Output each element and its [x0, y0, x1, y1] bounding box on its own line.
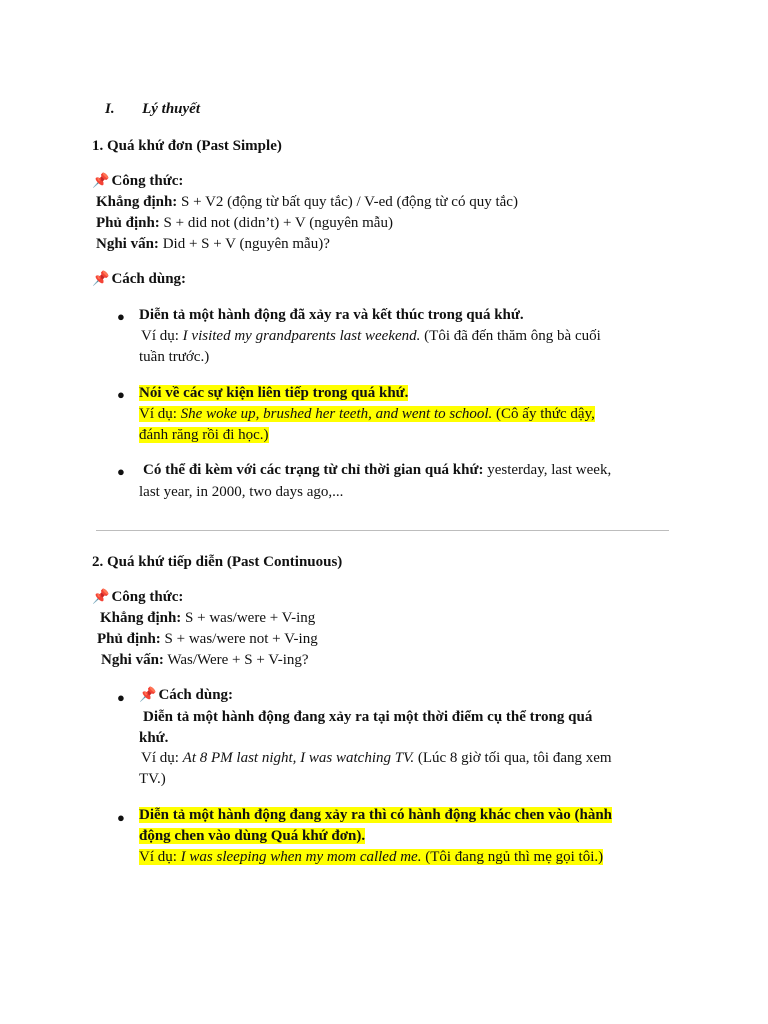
s2-usage1-example-cont: TV.): [139, 771, 166, 787]
s1-usage3: [143, 462, 611, 479]
negative-text: S + did not (didn’t) + V (nguyên mẫu): [163, 215, 393, 231]
s2-usage2-title: [139, 807, 612, 824]
example-english: At 8 PM last night, I was watching TV.: [182, 750, 415, 766]
usage-label: Cách dùng:: [111, 271, 187, 287]
example-vietnamese: (Cô ấy thức dậy,: [496, 406, 595, 422]
s1-usage3-cont: last year, in 2000, two days ago,...: [139, 484, 344, 500]
heading-title: Lý thuyết: [142, 101, 200, 117]
bullet-dot-icon: ●: [117, 810, 125, 825]
section1-formula-heading: [92, 173, 183, 190]
s2-usage-heading: [139, 687, 233, 704]
affirmative-label: Khẳng định:: [100, 610, 182, 626]
highlighted-text: Nói về các sự kiện liên tiếp trong quá khứ.: [139, 385, 409, 401]
bullet-dot-icon: ●: [117, 690, 125, 705]
s1-usage2-example-cont: [139, 427, 269, 444]
highlighted-text: Diễn tả một hành động đang xảy ra thì có hành động khác chen vào (hành: [139, 807, 613, 823]
pushpin-icon: 📌: [92, 271, 110, 287]
section2-title: 2. Quá khứ tiếp diễn (Past Continuous): [92, 554, 343, 570]
s2-usage1-title: Diễn tả một hành động đang xảy ra tại một thời điểm cụ thể trong quá: [143, 709, 593, 725]
formula-label: Công thức:: [111, 173, 184, 189]
negative-label: Phủ định:: [97, 631, 161, 647]
s1-usage1-example: [141, 328, 601, 345]
bullet-dot-icon: ●: [117, 309, 125, 324]
s1-usage1-title: Diễn tả một hành động đã xảy ra và kết thúc trong quá khứ.: [139, 307, 524, 323]
s1-usage1-example-cont: tuần trước.): [139, 349, 210, 365]
section1-question: [96, 236, 330, 253]
formula-label: Công thức:: [111, 589, 184, 605]
pushpin-icon: 📌: [139, 687, 157, 703]
example-english: I was sleeping when my mom called me.: [180, 849, 422, 865]
section1-negative: [96, 215, 393, 232]
affirmative-label: Khẳng định:: [96, 194, 178, 210]
example-vietnamese: (Tôi đã đến thăm ông bà cuối: [424, 328, 601, 344]
pushpin-icon: 📌: [92, 589, 110, 605]
s1-usage2-example: [139, 406, 595, 423]
section2-negative: [97, 631, 318, 648]
horizontal-divider: [96, 530, 669, 531]
example-label: Ví dụ:: [141, 750, 179, 766]
s1-usage2-title: [139, 385, 408, 402]
section2-formula-heading: [92, 589, 183, 606]
bullet-dot-icon: ●: [117, 387, 125, 402]
section1-affirmative: [96, 194, 518, 211]
example-label: Ví dụ:: [141, 328, 179, 344]
usage3-text: yesterday, last week,: [487, 462, 612, 478]
example-label: Ví dụ:: [139, 849, 177, 865]
usage-label: Cách dùng:: [158, 687, 234, 703]
section2-question: [101, 652, 309, 669]
question-label: Nghi vấn:: [96, 236, 159, 252]
section1-usage-heading: [92, 271, 186, 288]
s2-usage2-example: [139, 849, 603, 866]
section2-affirmative: [100, 610, 315, 627]
example-label: Ví dụ:: [139, 406, 177, 422]
s2-usage1-example: [141, 750, 612, 767]
highlighted-text: đánh răng rồi đi học.): [139, 427, 269, 443]
section-heading: [105, 101, 200, 118]
section1-title: 1. Quá khứ đơn (Past Simple): [92, 138, 282, 154]
usage3-title: Có thể đi kèm với các trạng từ chỉ thời gian quá khứ:: [143, 462, 484, 478]
example-vietnamese: (Tôi đang ngủ thì mẹ gọi tôi.): [425, 849, 604, 865]
highlighted-text: động chen vào dùng Quá khứ đơn).: [139, 828, 366, 844]
pushpin-icon: 📌: [92, 173, 110, 189]
heading-numeral: I.: [105, 101, 115, 117]
question-text: Was/Were + S + V-ing?: [167, 652, 309, 668]
negative-label: Phủ định:: [96, 215, 160, 231]
bullet-dot-icon: ●: [117, 464, 125, 479]
question-label: Nghi vấn:: [101, 652, 164, 668]
affirmative-text: S + was/were + V-ing: [185, 610, 316, 626]
negative-text: S + was/were not + V-ing: [164, 631, 318, 647]
example-english: She woke up, brushed her teeth, and went to school.: [180, 406, 493, 422]
s2-usage2-title-cont: [139, 828, 365, 845]
example-vietnamese: (Lúc 8 giờ tối qua, tôi đang xem: [417, 750, 612, 766]
affirmative-text: S + V2 (động từ bất quy tắc) / V-ed (động từ có quy tắc): [181, 194, 518, 210]
s2-usage1-title-cont: khứ.: [139, 730, 169, 746]
example-english: I visited my grandparents last weekend.: [182, 328, 421, 344]
question-text: Did + S + V (nguyên mẫu)?: [162, 236, 330, 252]
